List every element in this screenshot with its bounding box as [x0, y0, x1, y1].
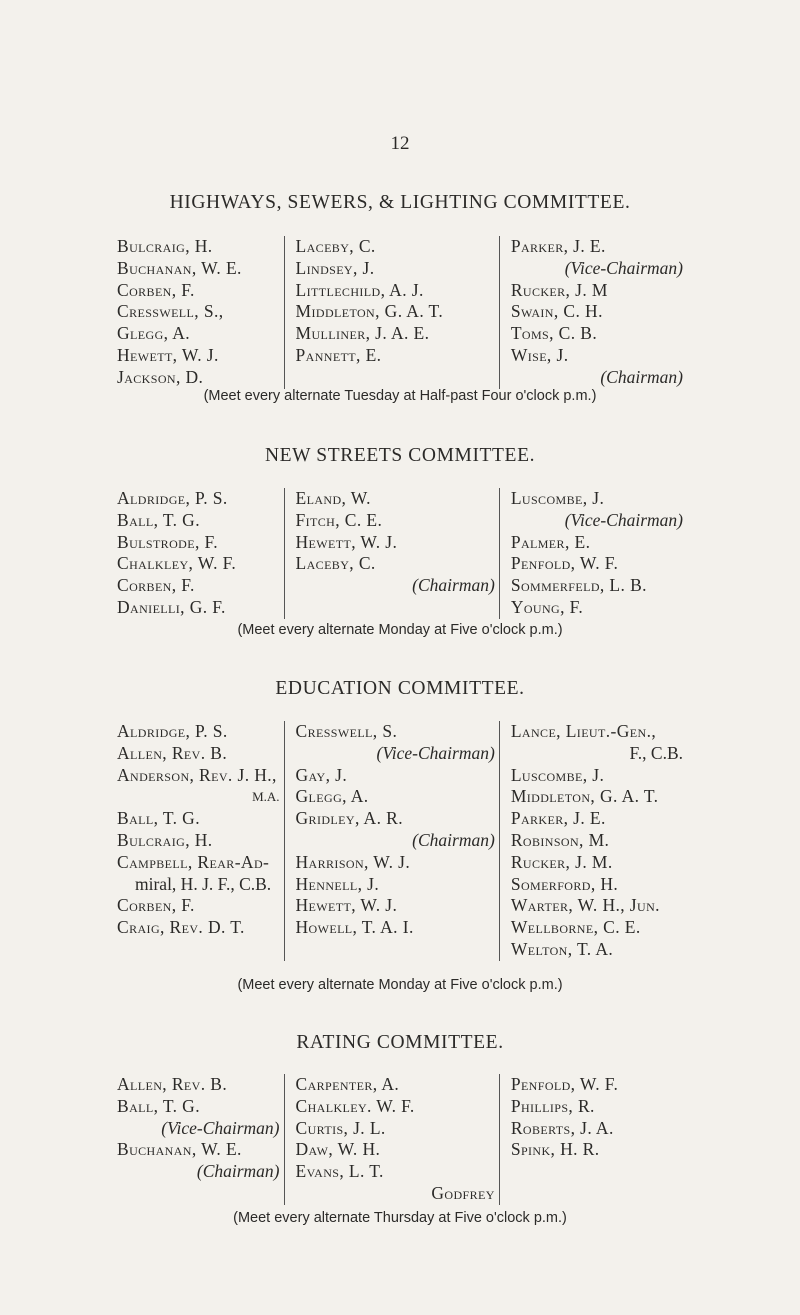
- member: Swain, C. H.: [510, 301, 603, 322]
- meeting-note: (Meet every alternate Tuesday at Half-past Four o'clock p.m.): [203, 388, 597, 404]
- member: Buchanan, W. E.: [117, 1139, 242, 1160]
- member: Craig, Rev. D. T.: [117, 917, 245, 938]
- member: Aldridge, P. S.: [117, 488, 228, 508]
- meeting-note: (Meet every alternate Monday at Five o'clock p.m.): [237, 977, 563, 993]
- meeting-note: (Meet every alternate Monday at Five o'clock p.m.): [237, 622, 563, 638]
- member-column-2: [284, 488, 499, 619]
- member: Howell, T. A. I.: [295, 917, 414, 938]
- member: Wellborne, C. E.: [510, 917, 641, 938]
- member: Bulstrode, F.: [117, 531, 218, 552]
- member-column-3: [499, 236, 687, 389]
- member: Cresswell, S.: [295, 721, 398, 741]
- committee-title: EDUCATION COMMITTEE.: [275, 678, 525, 699]
- member: Corben, F.: [117, 279, 195, 300]
- member-role: (Chairman): [412, 575, 495, 596]
- member-role: (Chairman): [412, 829, 495, 850]
- meeting-note: (Meet every alternate Thursday at Five o'clock p.m.): [233, 1210, 567, 1226]
- member-column-1: [117, 721, 284, 961]
- member: Corben, F.: [117, 575, 195, 596]
- member-columns: [117, 721, 687, 961]
- member: Buchanan, W. E.: [117, 257, 242, 278]
- member: Lance, Lieut.-Gen.,: [510, 721, 657, 741]
- member: Gay, J.: [295, 764, 348, 785]
- member-column-1: [117, 1074, 284, 1205]
- member-continued: miral, H. J. F., C.B.: [135, 873, 272, 894]
- member: Luscombe, J.: [510, 764, 605, 785]
- committee-title: HIGHWAYS, SEWERS, & LIGHTING COMMITTEE.: [169, 192, 631, 213]
- member: Robinson, M.: [510, 829, 610, 850]
- member: Glegg, A.: [295, 786, 369, 807]
- member-column-1: [117, 236, 284, 389]
- member: Parker, J. E.: [510, 236, 606, 256]
- member: Pannett, E.: [295, 344, 382, 365]
- member: Hewett, W. J.: [295, 531, 398, 552]
- member-columns: [117, 236, 687, 389]
- member: Littlechild, A. J.: [295, 279, 424, 300]
- member: Hewett, W. J.: [117, 344, 219, 365]
- member: Middleton, G. A. T.: [295, 301, 444, 322]
- member-continued: F., C.B.: [629, 742, 683, 763]
- member: Young, F.: [510, 596, 584, 617]
- member: Roberts, J. A.: [510, 1117, 614, 1138]
- member: Toms, C. B.: [510, 323, 598, 344]
- committee-title: NEW STREETS COMMITTEE.: [264, 445, 536, 466]
- member: Glegg, A.: [117, 323, 191, 344]
- member: Welton, T. A.: [510, 938, 614, 959]
- member: Laceby, C.: [295, 236, 376, 256]
- member: Middleton, G. A. T.: [510, 786, 659, 807]
- member: Harrison, W. J.: [295, 851, 411, 872]
- member: Evans, L. T.: [295, 1161, 384, 1182]
- member: Cresswell, S.,: [117, 301, 224, 322]
- member: Allen, Rev. B.: [117, 742, 228, 763]
- member-role: (Chairman): [196, 1161, 280, 1182]
- member: Mulliner, J. A. E.: [295, 323, 430, 344]
- member: Lindsey, J.: [295, 257, 375, 278]
- member: Warter, W. H., Jun.: [510, 895, 660, 916]
- member: Curtis, J. L.: [295, 1117, 386, 1138]
- member: Daw, W. H.: [295, 1139, 381, 1160]
- member: Anderson, Rev. J. H.,: [117, 764, 277, 785]
- member: Chalkley. W. F.: [295, 1095, 415, 1116]
- member: Chalkley, W. F.: [117, 553, 237, 574]
- member: Hennell, J.: [295, 873, 380, 894]
- committee-new-streets: [0, 445, 800, 617]
- member-column-3: [499, 1074, 687, 1205]
- member: Gridley, A. R.: [295, 808, 403, 829]
- member-column-2: [284, 721, 499, 961]
- member-column-2: [284, 236, 499, 389]
- member: Eland, W.: [295, 488, 371, 508]
- member: Bulcraig, H.: [117, 829, 213, 850]
- page-number: 12: [390, 133, 410, 154]
- member-degree: M.A.: [252, 789, 280, 805]
- member: Ball, T. G.: [117, 509, 200, 530]
- member: Rucker, J. M.: [510, 851, 613, 872]
- member: Wise, J.: [510, 344, 569, 365]
- member: Jackson, D.: [117, 366, 204, 387]
- member: Carpenter, A.: [295, 1074, 400, 1094]
- member: Danielli, G. F.: [117, 596, 226, 617]
- committee-highways: [0, 192, 800, 387]
- committee-rating: [0, 1032, 800, 1203]
- member: Parker, J. E.: [510, 808, 606, 829]
- member-column-2: [284, 1074, 499, 1205]
- member: Phillips, R.: [510, 1095, 595, 1116]
- member: Allen, Rev. B.: [117, 1074, 228, 1094]
- member: Penfold, W. F.: [510, 1074, 619, 1094]
- member: Palmer, E.: [510, 531, 591, 552]
- member: Bulcraig, H.: [117, 236, 213, 256]
- member-column-3: [499, 488, 687, 619]
- member-columns: [117, 1074, 687, 1205]
- member-role: (Vice-Chairman): [161, 1117, 280, 1138]
- member: Somerford, H.: [510, 873, 619, 894]
- member: Fitch, C. E.: [295, 509, 383, 530]
- member: Sommerfeld, L. B.: [510, 575, 647, 596]
- member: Corben, F.: [117, 895, 195, 916]
- committee-education: [0, 678, 800, 959]
- member: Penfold, W. F.: [510, 553, 619, 574]
- member-role: (Vice-Chairman): [564, 509, 683, 530]
- member: Ball, T. G.: [117, 808, 200, 829]
- member-role: (Chairman): [600, 366, 683, 387]
- member-column-1: [117, 488, 284, 619]
- member: Aldridge, P. S.: [117, 721, 228, 741]
- member: Campbell, Rear-Ad-: [117, 851, 270, 872]
- member: Spink, H. R.: [510, 1139, 600, 1160]
- member-column-3: [499, 721, 687, 961]
- committee-title: RATING COMMITTEE.: [296, 1032, 504, 1053]
- member-role: (Vice-Chairman): [376, 742, 495, 763]
- member-continued: Godfrey: [431, 1182, 495, 1203]
- member: Laceby, C.: [295, 553, 376, 574]
- member: Hewett, W. J.: [295, 895, 398, 916]
- member: Luscombe, J.: [510, 488, 605, 508]
- member: Ball, T. G.: [117, 1095, 200, 1116]
- member: Rucker, J. M: [510, 279, 608, 300]
- member-role: (Vice-Chairman): [564, 257, 683, 278]
- member-columns: [117, 488, 687, 619]
